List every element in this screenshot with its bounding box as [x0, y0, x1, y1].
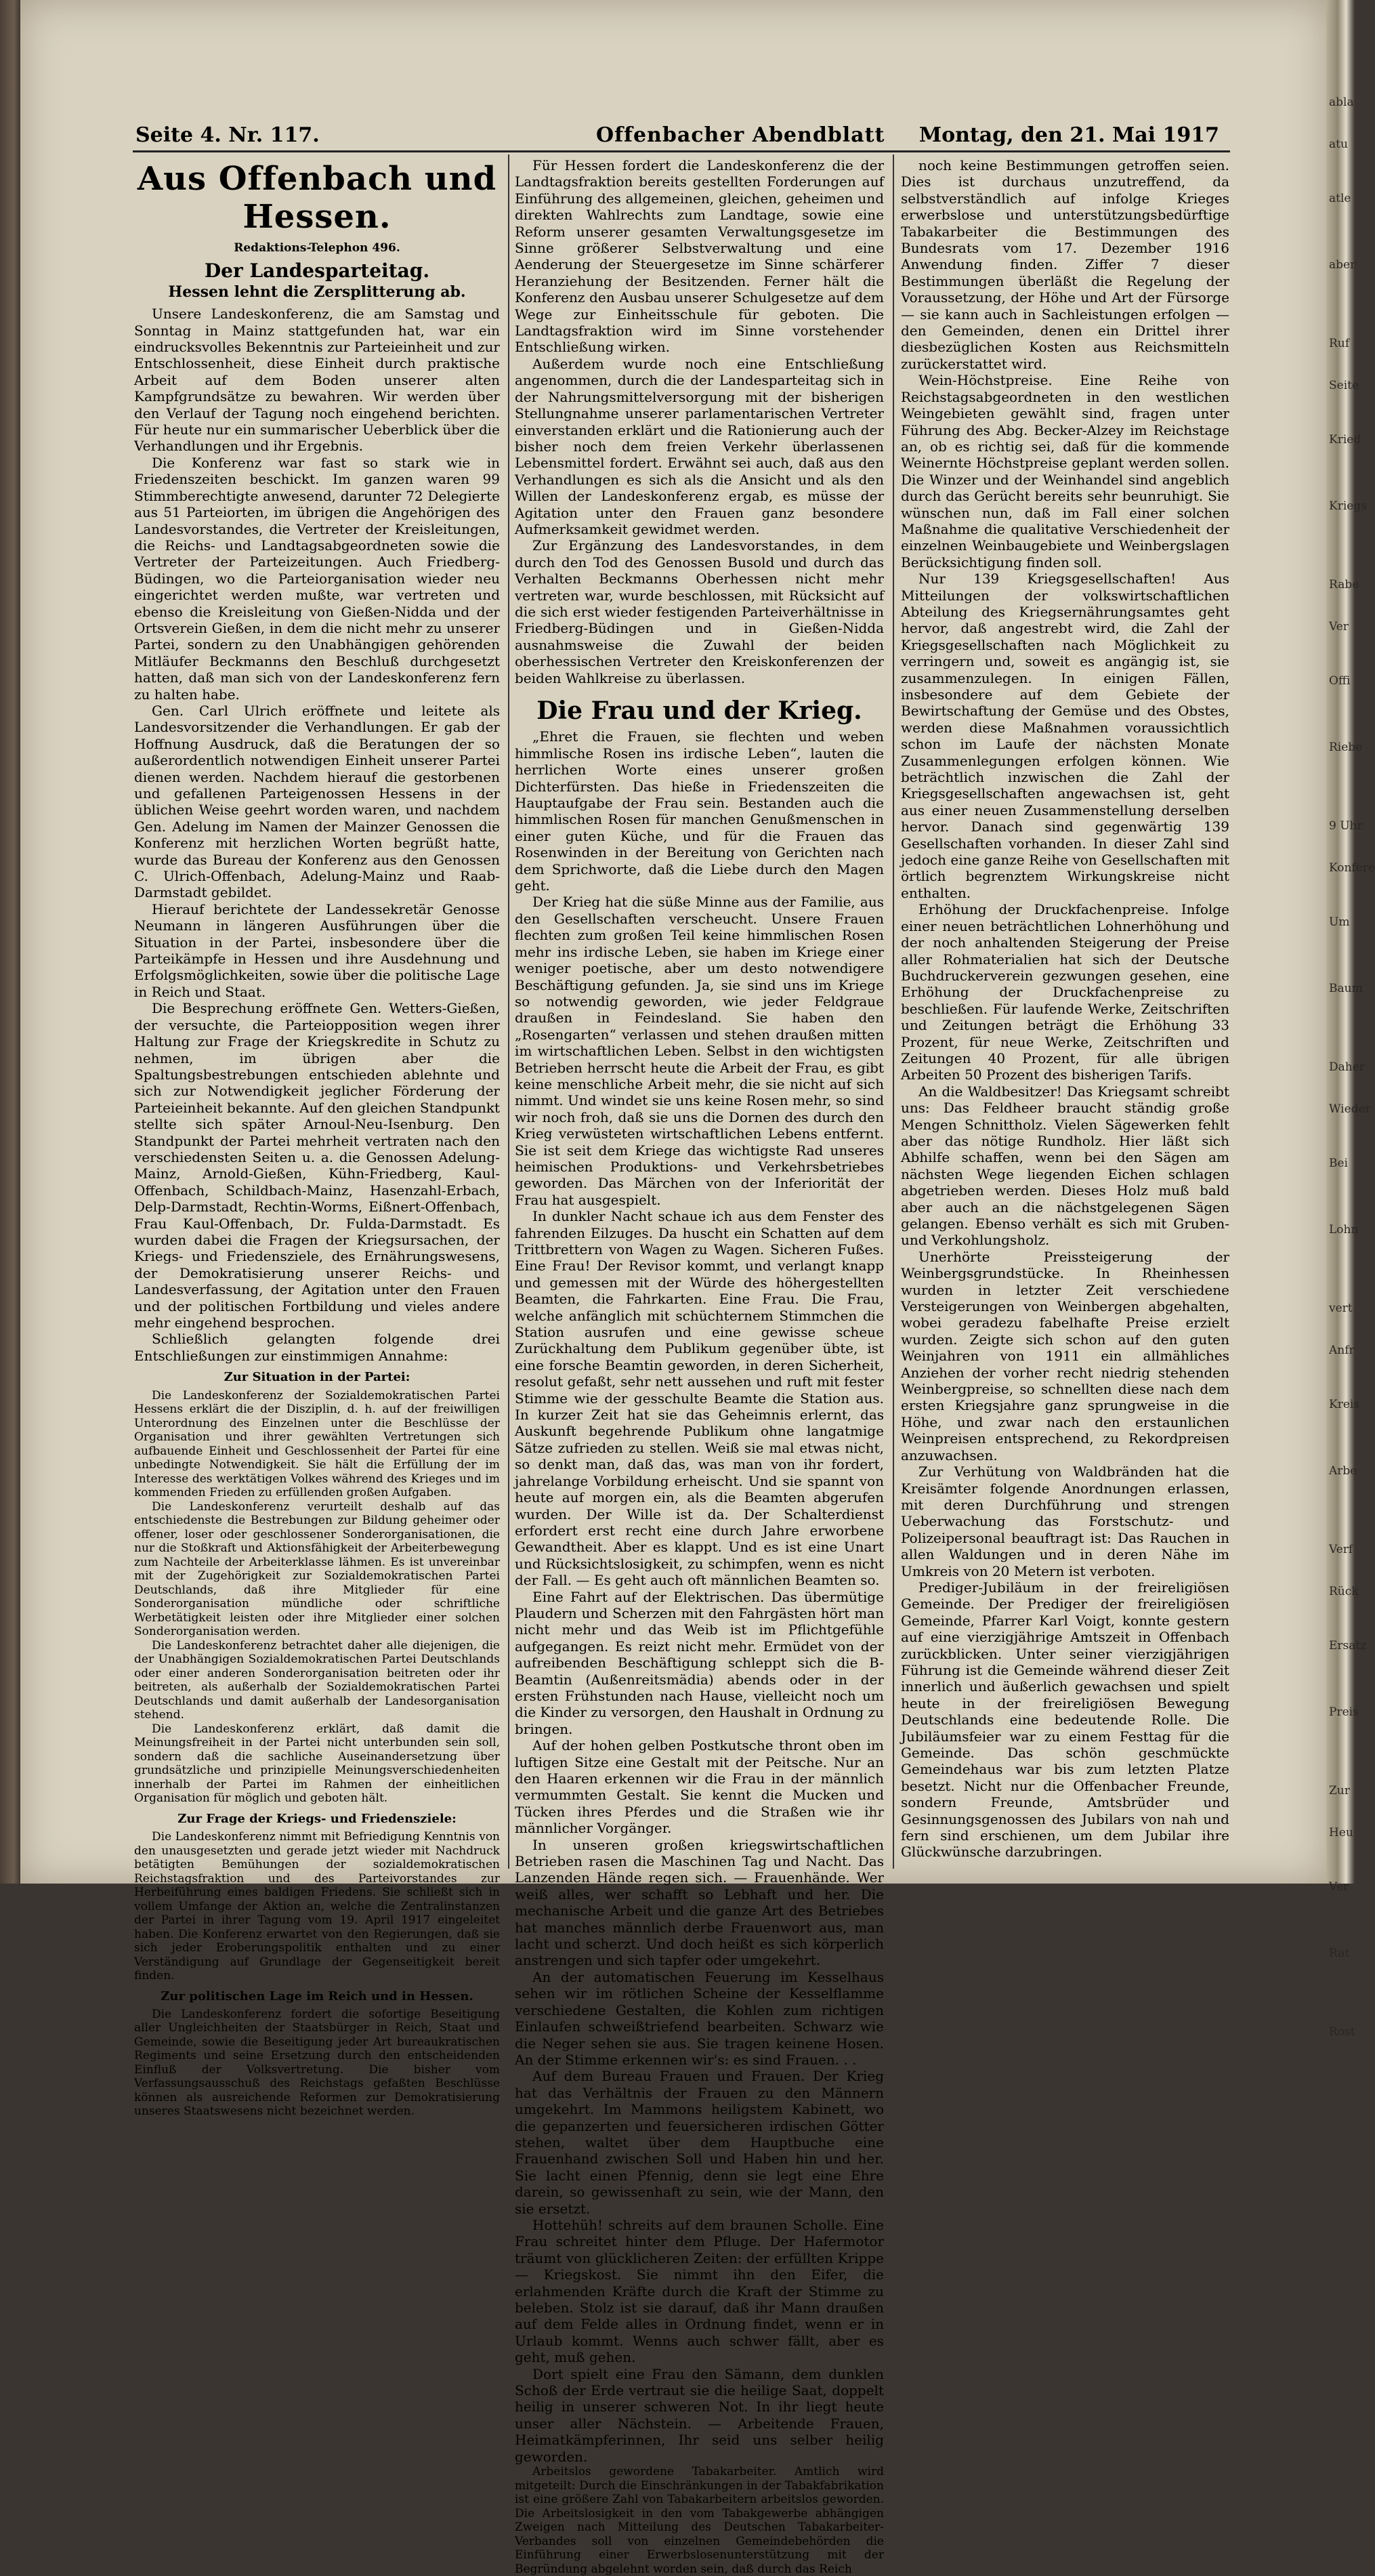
edge-fragment: Riebe	[1329, 741, 1363, 754]
paragraph: Schließlich gelangten folgende drei Entschließungen zur einstimmigen Annahme:	[134, 1331, 500, 1364]
resolution-heading: Zur Frage der Kriegs- und Friedensziele:	[177, 1811, 457, 1826]
resolution-text: Die Landeskonferenz nimmt mit Befriedigung Kenntnis von den unausgesetzten und gerade jetzt wieder mit Nachdruck betätigten Bemühungen der sozialdemokratischen Reichstagsfraktion und des Parteivorstandes zur Herbeiführung eines baldigen Friedens. Sie schließt sich in vollem Umfange der Aktion an, welche die Zentralinstanzen der Partei in ihrer Tagung vom 19. April 1917 eingeleitet haben. Die Konferenz erwartet von den Regierungen, daß sie sich jeder Eroberungspolitik enthalten und zu einer Verständigung auf Grundlage der Gegenseitigkeit bereit finden.	[134, 1830, 500, 1983]
edge-fragment: Kreis	[1329, 1398, 1360, 1411]
paragraph: Hierauf berichtete der Landessekretär Genosse Neumann in längeren Ausführungen über die Situation in der Partei, insbesondere über die Parteikämpfe in Hessen und ihre Ausdehnung und Erfolgsmöglichkeiten, sowie über die politische Lage in Reich und Staat.	[134, 900, 500, 1000]
edge-fragment: abla	[1329, 96, 1354, 109]
paragraph: Unerhörte Preissteigerung der Weinbergsgrundstücke. In Rheinhessen wurden in letzter Zeit verschiedene Versteigerungen von Weinbergen abgehalten, wobei geradezu fabelhafte Preise erzielt wurden. Zeigte sich schon auf den guten Weinjahren von 1911 ein allmähliches Anziehen der vorher recht niedrig stehenden Weinbergpreise, so schnellten diese nach dem ersten Kriegsjahre ganz sprungweise in die Höhe, und zwar nach den erstaunlichen Weinpreisen entsprechend, zu Rekordpreisen anzuwachsen.	[901, 1248, 1229, 1463]
column-rule	[893, 154, 894, 1869]
paragraph: Gen. Carl Ulrich eröffnete und leitete als Landesvorsitzender die Verhandlungen. Er gab der Hoffnung Ausdruck, daß die Beratungen der so außerordentlich notwendigen Einheit unserer Partei dienen werden. Nachdem hierauf die gestorbenen und gefallenen Parteigenossen Hessens in der üblichen Weise geehrt worden waren, und nachdem Gen. Adelung im Namen der Mainzer Genossen die Konferenz mit herzlichen Worten begrüßt hatte, wurde das Bureau der Konferenz aus den Genossen C. Ulrich-Offenbach, Adelung-Mainz und Raab-Darmstadt gebildet.	[134, 702, 500, 901]
paragraph: Hottehüh! schreits auf dem braunen Scholle. Eine Frau schreitet hinter dem Pfluge. Der Hafermotor träumt von glücklicheren Zeiten: der erfüllten Krippe — Kriegskost. Sie nimmt ihn den Eifer, die erlahmenden Kräfte durch die Kraft der Stimme zu beleben. Stolz ist sie darauf, daß ihr Mann draußen auf dem Felde alles in Ordnung findet, wenn er in Urlaub kommt. Wenns auch schwer fällt, aber es geht, muß gehen.	[515, 2216, 884, 2366]
edge-fragment: Heu	[1329, 1826, 1353, 1840]
page-number: Seite 4. Nr. 117.	[135, 123, 320, 147]
edge-fragment: 9 Uhr	[1329, 819, 1363, 833]
issue-date: Montag, den 21. Mai 1917	[918, 123, 1219, 147]
paragraph: Die Konferenz war fast so stark wie in Friedenszeiten beschickt. Im ganzen waren 99 Stimmberechtigte anwesend, darunter 72 Delegierte aus 51 Parteiorten, im übrigen die Angehörigen des Landesvorstandes, die Vertreter der Kreisleitungen, die Reichs- und Landtagsabgeordneten sowie die Vertreter der Parteizeitungen. Auch Friedberg-Büdingen, wo die Parteiorganisation wieder neu eingerichtet werden mußte, war vertreten und ebenso die Kreisleitung von Gießen-Nidda und der Ortsverein Gießen, in dem die nicht mehr zu unserer Partei, sondern zu den Unabhängigen gehörenden Mitläufer Beckmanns den Beschluß durchgesetzt hatten, daß man sich von der Landeskonferenz fern zu halten habe.	[134, 454, 500, 703]
paragraph: „Ehret die Frauen, sie flechten und weben himmlische Rosen ins irdische Leben“, lauten die herrlichen Worte eines unserer großen Dichterfürsten. Das hieße in Friedenszeiten die Hauptaufgabe der Frau sein. Bestanden auch die himmlischen Rosen für manchen Genußmenschen in einer guten Küche, und für die Frauen das Rosenwinden in der Bereitung von Gerichten nach dem Sprichworte, daß die Liebe durch den Magen geht.	[515, 728, 884, 894]
column-1	[134, 157, 500, 2119]
edge-fragment: atu	[1329, 138, 1348, 151]
edge-fragment: Ersatz	[1329, 1639, 1367, 1653]
resolution-heading: Zur Situation in der Partei:	[224, 1370, 410, 1385]
edge-fragment: Ruf	[1329, 337, 1350, 350]
edge-fragment: Lohn	[1329, 1223, 1359, 1237]
paragraph: Eine Fahrt auf der Elektrischen. Das übermütige Plaudern und Scherzen mit den Fahrgästen hört man nicht mehr und das Weib ist im Pflichtgefühle aufgegangen. Es reizt nicht mehr. Ermüdet von der aufreibenden Beschäftigung schleppt sich die B-Beamtin (Außenreitsmädia) abends oder in der ersten Frühstunden nach Hause, vielleicht noch um die Kinder zu versorgen, den Haushalt in Ordnung zu bringen.	[515, 1588, 884, 1737]
resolution-heading: Zur politischen Lage im Reich und in Hessen.	[161, 1989, 473, 2003]
masthead	[135, 121, 1219, 150]
editorial-telephone: Redaktions-Telephon 496.	[234, 241, 400, 255]
edge-fragment: Um	[1329, 915, 1350, 929]
edge-fragment: atle	[1329, 192, 1351, 205]
edge-fragment: Preis	[1329, 1705, 1359, 1719]
paragraph: In dunkler Nacht schaue ich aus dem Fenster des fahrenden Eilzuges. Da huscht ein Schatten auf dem Trittbrettern von Wagen zu Wagen. Sicheren Fußes. Eine Frau! Der Revisor kommt, und verlangt knapp und gemessen mit der Würde des höhergestellten Beamten, die Fahrkarten. Eine Frau. Die Frau, welche anfänglich mit schüchternem Stimmchen die Station ausrufen und eine gewisse scheue Zurückhaltung dem Publikum gegenüber übte, ist eine forsche Beamtin geworden, in deren Sicherheit, resolut gefaßt, sehr nett aussehen und ruft mit fester Stimme wie der gesschulte Beamte die Station aus. In kurzer Zeit hat sie das Geheimnis erlernt, das Auskunft begehrende Publikum ohne langatmige Sätze zufrieden zu stellen. Weiß sie mal etwas nicht, so denkt man, daß das, was man von ihr fordert, jahrelange Vorbildung erheischt. Und sie spannt von heute auf morgen ein, als die Beamten abgerufen wurden. Der Wille ist da. Der Schalterdienst erfordert erst recht eine durch Jahre erworbene Gewandtheit. Aber es klappt. Und es ist eine Unart und Rücksichtslosigkeit, zu schimpfen, wenn es nicht der Fall. — Es geht auch oft männlichen Beamten so.	[515, 1208, 884, 1589]
column-2	[515, 157, 884, 2576]
edge-fragment: Seite	[1329, 379, 1359, 392]
paragraph: Zur Ergänzung des Landesvorstandes, in dem durch den Tod des Genossen Busold und durch das Verhalten Beckmanns Oberhessen nicht mehr vertreten war, wurde beschlossen, mit Rücksicht auf die sich erst wieder festigenden Parteiverhältnisse in Friedberg-Büdingen und in Gießen-Nidda ausnahmsweise die Zuwahl der beiden oberhessischen Vertreter den Kreiskonferenzen der beiden Wahlkreise zu überlassen.	[515, 537, 884, 686]
edge-fragment: Kriegs	[1329, 499, 1367, 513]
edge-fragment: Verf	[1329, 1543, 1353, 1556]
edge-fragment: vert	[1329, 1302, 1353, 1315]
paragraph: Der Krieg hat die süße Minne aus der Familie, aus den Gesellschaften verscheucht. Unsere Frauen flechten zum großen Teil keine himmlischen Rosen mehr ins irdische Leben, sie haben im Kriege einer weniger poetische, aber um desto notwendigere Beschäftigung gefunden. Ja, sie sind uns im Kriege so notwendig geworden, wie jeder Feldgraue draußen in Feindesland. Sie haben den „Rosengarten“ verlassen und stehen draußen mitten im wirtschaftlichen Leben. Selbst in den wichtigsten Betrieben herrscht heute die Arbeit der Frau, es gibt keine menschliche Arbeit mehr, die sie nicht auf sich nimmt. Und windet sie uns keine Rosen mehr, so sind wir noch froh, daß sie uns die Dornen des durch den Krieg verwüsteten wirtschaftlichen Lebens entfernt. Sie ist seit dem Kriege das wichtigste Rad unseres heimischen Produktions- und Verkehrsbetriebes geworden. Das Märchen von der Inferiorität der Frau hat ausgespielt.	[515, 894, 884, 1208]
resolution-text: Die Landeskonferenz verurteilt deshalb auf das entschiedenste die Bestrebungen zur Bildung geheimer oder offener, loser oder geschlossener Sonderorganisationen, die nur die Stoßkraft und Aktionsfähigkeit der Arbeiterbewegung zum Nachteile der Arbeiterklasse lähmen. Es ist unvereinbar mit der Zugehörigkeit zur Sozialdemokratischen Partei Deutschlands, daß ihre Mitglieder für eine Sonderorganisation mündliche oder schriftliche Werbetätigkeit leisten oder ihre Mitglieder einer solchen Sonderorganisation werden.	[134, 1499, 500, 1639]
edge-fragment: Arbe	[1329, 1464, 1357, 1478]
section-title: Aus Offenbach und Hessen.	[137, 160, 497, 236]
resolution-text: Die Landeskonferenz fordert die sofortige Beseitigung aller Ungleichheiten der Staatsbürger in Reich, Staat und Gemeinde, sowie die Beseitigung jeder Art bureaukratischen Regiments und seine Ersetzung durch den entscheidenden Einfluß der Volksvertretung. Die bisher vom Verfassungsausschuß des Reichstags gefaßten Beschlüsse können als ausreichende Reformen zur Demokratisierung unseres Staatswesens nicht bezeichnet werden.	[134, 2007, 500, 2119]
paragraph: Nur 139 Kriegsgesellschaften! Aus Mitteilungen der volkswirtschaftlichen Abteilung des Kriegsernährungsamtes geht hervor, daß angestrebt wird, die Zahl der Kriegsgesellschaften nach Möglichkeit zu verringern und, soweit es angängig ist, sie zusammenzulegen. In einigen Fällen, insbesondere auf dem Gebiete der Bewirtschaftung der Gemüse und des Obstes, werden diese Maßnahmen voraussichtlich schon im Laufe der nächsten Monate Zusammenlegungen erfolgen können. Wie beträchtlich inzwischen die Zahl der Kriegsgesellschaften angewachsen ist, geht aus einer neuen Zusammenstellung derselben hervor. Danach sind gegenwärtig 139 Gesellschaften vorhanden. In dieser Zahl sind jedoch eine ganze Reihe von Gesellschaften mit örtlich begrenztem Wirkungskreise nicht enthalten.	[901, 570, 1229, 901]
next-page-text	[1329, 95, 1375, 2039]
edge-fragment: Zur	[1329, 1784, 1350, 1798]
edge-fragment: Rabe	[1329, 578, 1359, 591]
paragraph: Auf der hohen gelben Postkutsche thront oben im luftigen Sitze eine Gestalt mit der Peitsche. Nur an den Haaren erkennen wir die Frau in der männlich vermummten Gestalt. Sie kennt die Mucken und Tücken ihres Pferdes und die Straßen wie ihr männlicher Vorgänger.	[515, 1737, 884, 1837]
edge-fragment: Offi	[1329, 674, 1351, 688]
paragraph: Unsere Landeskonferenz, die am Samstag und Sonntag in Mainz stattgefunden hat, war ein eindrucksvolles Bekenntnis zur Parteieinheit und zur Entschlossenheit, diese Einheit durch praktische Arbeit auf dem Boden unserer alten Kampfgrundsätze zu bewahren. Wir werden über den Verlauf der Tagung noch eingehend berichten. Für heute nur ein summarischer Ueberblick über die Verhandlungen und ihr Ergebnis.	[134, 306, 500, 455]
edge-fragment: Daher	[1329, 1060, 1365, 1074]
paragraph: Außerdem wurde noch eine Entschließung angenommen, durch die der Landesparteitag sich in der Nahrungsmittelversorgung mit der bisherigen Stellungnahme unserer parlamentarischen Vertreter einverstanden erklärt und die Rationierung auch der bisher noch dem freien Verkehr überlassenen Lebensmittel fordert. Erwähnt sei auch, daß aus den Verhandlungen es sich als die Ansicht und als den Willen der Landeskonferenz ergab, es müsse der Agitation unter den Frauen ganz besondere Aufmerksamkeit gewidmet werden.	[515, 355, 884, 537]
edge-fragment: Rost	[1329, 2025, 1355, 2039]
edge-fragment: Kried	[1329, 433, 1361, 446]
edge-fragment: Baum	[1329, 982, 1363, 995]
paragraph: Die Besprechung eröffnete Gen. Wetters-Gießen, der versuchte, die Parteiopposition wegen ihrer Haltung zur Frage der Kriegskredite in Schutz zu nehmen, im übrigen aber die Spaltungsbestrebungen entschieden ablehnte und sich zur Notwendigkeit jeglicher Förderung der Parteieinheit bekannte. Auf den gleichen Standpunkt stellte sich später Arnoul-Neu-Isenburg. Den Standpunkt der Partei mehrheit vertraten nach den verschiedensten Seiten u. a. die Genossen Adelung-Mainz, Arnold-Gießen, Kühn-Friedberg, Kaul-Offenbach, Schildbach-Mainz, Hasenzahl-Erbach, Delp-Darmstadt, Rechtin-Worms, Eißnert-Offenbach, Frau Kaul-Offenbach, Dr. Fulda-Darmstadt. Es wurden dabei die Fragen der Kriegsursachen, der Kriegs- und Friedensziele, des Ernährungswesens, der Demokratisierung unserer Reichs- und Landesverfassung, der Agitation unter den Frauen und der politischen Fortbildung und vieles andere mehr eingehend besprochen.	[134, 1000, 500, 1331]
paper-name: Offenbacher Abendblatt	[596, 123, 885, 147]
paragraph: Dort spielt eine Frau den Sämann, dem dunklen Schoß der Erde vertraut sie die heilige Saat, doppelt heilig in unserer schweren Not. In ihr liegt heute unser aller Nächstein. — Arbeitende Frauen, Heimatkämpferinnen, Ihr seid uns selber heilig geworden.	[515, 2365, 884, 2465]
edge-fragment: Konfere	[1329, 861, 1375, 875]
paragraph: Zur Verhütung von Waldbränden hat die Kreisämter folgende Anordnungen erlassen, mit deren Durchführung und strengen Ueberwachung das Forstschutz- und Polizeipersonal beauftragt ist: Das Rauchen in allen Waldungen und in deren Nähe im Umkreis von 20 Metern ist verboten.	[901, 1463, 1229, 1579]
edge-fragment: Ver	[1329, 620, 1349, 633]
edge-fragment: aber	[1329, 258, 1356, 272]
resolution-text: Die Landeskonferenz erklärt, daß damit die Meinungsfreiheit in der Partei nicht unterbunden sein soll, sondern daß die sachliche Auseinandersetzung über grundsätzliche und prinzipielle Meinungsverschiedenheiten innerhalb der Partei im Rahmen der einheitlichen Organisation für möglich und geboten hält.	[134, 1722, 500, 1806]
paragraph: An der automatischen Feuerung im Kesselhaus sehen wir im rötlichen Scheine der Kesselflamme verschiedene Gestalten, die Kohlen zum richtigen Einlaufen schweißtriefend bearbeiten. Schwarz wie die Neger sehen sie aus. Sie tragen keinene Hosen. An der Stimme erkennen wir's: es sind Frauen. . .	[515, 1968, 884, 2068]
resolution-text: Die Landeskonferenz betrachtet daher alle diejenigen, die der Unabhängigen Sozialdemokratischen Partei Deutschlands oder einer anderen Sonderorganisation beitreten oder ihr beitreten, als außerhalb der Sozialdemokratischen Partei Deutschlands und damit außerhalb der Landesorganisation stehend.	[134, 1638, 500, 1722]
article-title: Der Landesparteitag.	[204, 259, 430, 283]
paragraph: In unseren großen kriegswirtschaftlichen Betrieben rasen die Maschinen Tag und Nacht. Das Lanzenden Hände regen sich. — Frauenhände. Wer weiß alles, wer schafft so Lebhaft und her. Die mechanische Arbeit und die ganze Art des Betriebes hat manches männlich derbe Frauenwort aus, man lacht und scherzt. Und doch heißt es sich körperlich anstrengen und sich tapfer oder umgekehrt.	[515, 1836, 884, 1969]
article-subtitle: Hessen lehnt die Zersplitterung ab.	[168, 283, 466, 301]
paragraph: Arbeitslos gewordene Tabakarbeiter. Amtlich wird mitgeteilt: Durch die Einschränkungen in der Tabakfabrikation ist eine größere Zahl von Tabakarbeitern arbeitslos geworden. Die Arbeitslosigkeit in den vom Tabakgewerbe abhängigen Zweigen nach Mitteilung des Deutschen Tabakarbeiter-Verbandes soll von einzelnen Gemeindebehörden die Einführung einer Erwerbslosenunterstützung mit der Begründung abgelehnt worden sein, daß durch das Reich	[515, 2465, 884, 2576]
paragraph: An die Waldbesitzer! Das Kriegsamt schreibt uns: Das Feldheer braucht ständig große Mengen Schnittholz. Vielen Sägewerken fehlt aber das nötige Rundholz. Hier läßt sich Abhilfe schaffen, wenn bei den Sägen am nächsten Wege liegenden Eichen schlagen abgetrieben werden. Dieses Holz muß bald aber auch an die nächstgelegenen Sägen gelangen. Ebenso verhält es sich mit Gruben- und Verkohlungsholz.	[901, 1083, 1229, 1249]
paragraph: Prediger-Jubiläum in der freireligiösen Gemeinde. Der Prediger der freireligiösen Gemeinde, Pfarrer Karl Voigt, konnte gestern auf eine vierzigjährige Amtszeit in Offenbach zurückblicken. Unter seiner vierzigjährigen Führung ist die Gemeinde während dieser Zeit innerlich und äußerlich gewachsen und spielt heute in der freireligiösen Bewegung Deutschlands eine bedeutende Rolle. Die Jubiläumsfeier war zu einem Festtag für die Gemeinde. Das schön geschmückte Gemeindehaus war bis zum letzten Platze besetzt. Nicht nur die Offenbacher Freunde, sondern Freunde, Amtsbrüder und Gesinnungsgenossen des Jubilars von nah und fern sind erschienen, um dem Jubilar ihre Glückwünsche darzubringen.	[901, 1579, 1229, 1861]
book-spine	[0, 0, 23, 1884]
article-title: Die Frau und der Krieg.	[536, 697, 862, 725]
paragraph: Wein-Höchstpreise. Eine Reihe von Reichstagsabgeordneten in den westlichen Weingebieten gewählt sind, fragen unter Führung des Abg. Becker-Alzey im Reichstage an, ob es richtig sei, daß für die kommende Weinernte Höchstpreise geplant werden sollen. Die Winzer und der Weinhandel sind angeblich durch das Gerücht bereits sehr beunruhigt. Sie wünschen nun, daß im Fall einer solchen Maßnahme die qualitative Verschiedenheit der einzelnen Weinbaugebiete und Weinbergslagen Berücksichtigung finden soll.	[901, 372, 1229, 570]
paragraph: Für Hessen fordert die Landeskonferenz die der Landtagsfraktion bereits gestellten Forderungen auf Einführung des allgemeinen, gleichen, geheimen und direkten Wahlrechts zum Landtage, sowie eine Reform unserer gesamten Verwaltungsgesetze im Sinne größerer Selbstverwaltung und eine Aenderung der Steuergesetze im Sinne schärferer Heranziehung der Besitzenden. Ferner hält die Konferenz den Ausbau unserer Schulgesetze auf dem Wege zur Einheitsschule für geboten. Die Landtagsfraktion wird im Sinne vorstehender Entschließung wirken.	[515, 157, 884, 356]
edge-fragment: Anfr	[1329, 1344, 1355, 1357]
edge-fragment: Rück	[1329, 1585, 1359, 1598]
edge-fragment: Ver	[1329, 1880, 1349, 1894]
column-3	[901, 157, 1229, 1871]
paragraph: noch keine Bestimmungen getroffen seien. Dies ist durchaus unzutreffend, da selbstverständlich auf infolge Krieges erwerbslose und unterstützungsbedürftige Tabakarbeiter die Bestimmungen des Bundesrats vom 17. Dezember 1916 Anwendung finden. Ziffer 7 dieser Bestimmungen überläßt die Regelung der Voraussetzung, der Höhe und Art der Fürsorge — sie kann auch in Sachleistungen erfolgen — den Gemeinden, denen ein Drittel ihrer diesbezüglichen Kosten aus Reichsmitteln zurückerstattet wird.	[901, 157, 1229, 372]
edge-fragment: Bei	[1329, 1157, 1348, 1170]
header-rule	[133, 150, 1230, 152]
resolution-text: Die Landeskonferenz der Sozialdemokratischen Partei Hessens erklärt die der Disziplin, d. h. auf der freiwilligen Unterordnung des Einzelnen unter die Beschlüsse der Organisation und ihrer gewählten Vertretungen sich aufbauende Einheit und Geschlossenheit der Partei für eine unbedingte Notwendigkeit. Sie hält die Erfüllung der im Interesse des werktätigen Volkes während des Krieges und im kommenden Frieden zu erfüllenden großen Aufgaben.	[134, 1388, 500, 1500]
paragraph: Auf dem Bureau Frauen und Frauen. Der Krieg hat das Verhältnis der Frauen zu den Männern umgekehrt. Im Mammons heiligstem Kabinett, wo die gepanzerten und feuersicheren irdischen Götter stehen, waltet über dem Hauptbuche eine Frauenhand zwischen Soll und Haben hin und her. Sie lacht einen Pfennig, denn sie legt eine Ehre darein, so gewissenhaft zu sein, wie der Mann, den sie ersetzt.	[515, 2068, 884, 2217]
edge-fragment: Wieder	[1329, 1102, 1371, 1116]
paragraph: Erhöhung der Druckfachenpreise. Infolge einer neuen beträchtlichen Lohnerhöhung und der noch anhaltenden Steigerung der Preise aller Rohmaterialien hat sich der Deutsche Buchdruckerverein gezwungen gesehen, eine Erhöhung der Druckfachenpreise zu beschließen. Für laufende Werke, Zeitschriften und Zeitungen beträgt die Erhöhung 33 Prozent, für neue Werke, Zeitschriften und Zeitungen 40 Prozent, für alle übrigen Arbeiten 50 Prozent des bisherigen Tarifs.	[901, 901, 1229, 1083]
edge-fragment: Rat	[1329, 1947, 1350, 1960]
column-rule	[508, 154, 509, 1869]
